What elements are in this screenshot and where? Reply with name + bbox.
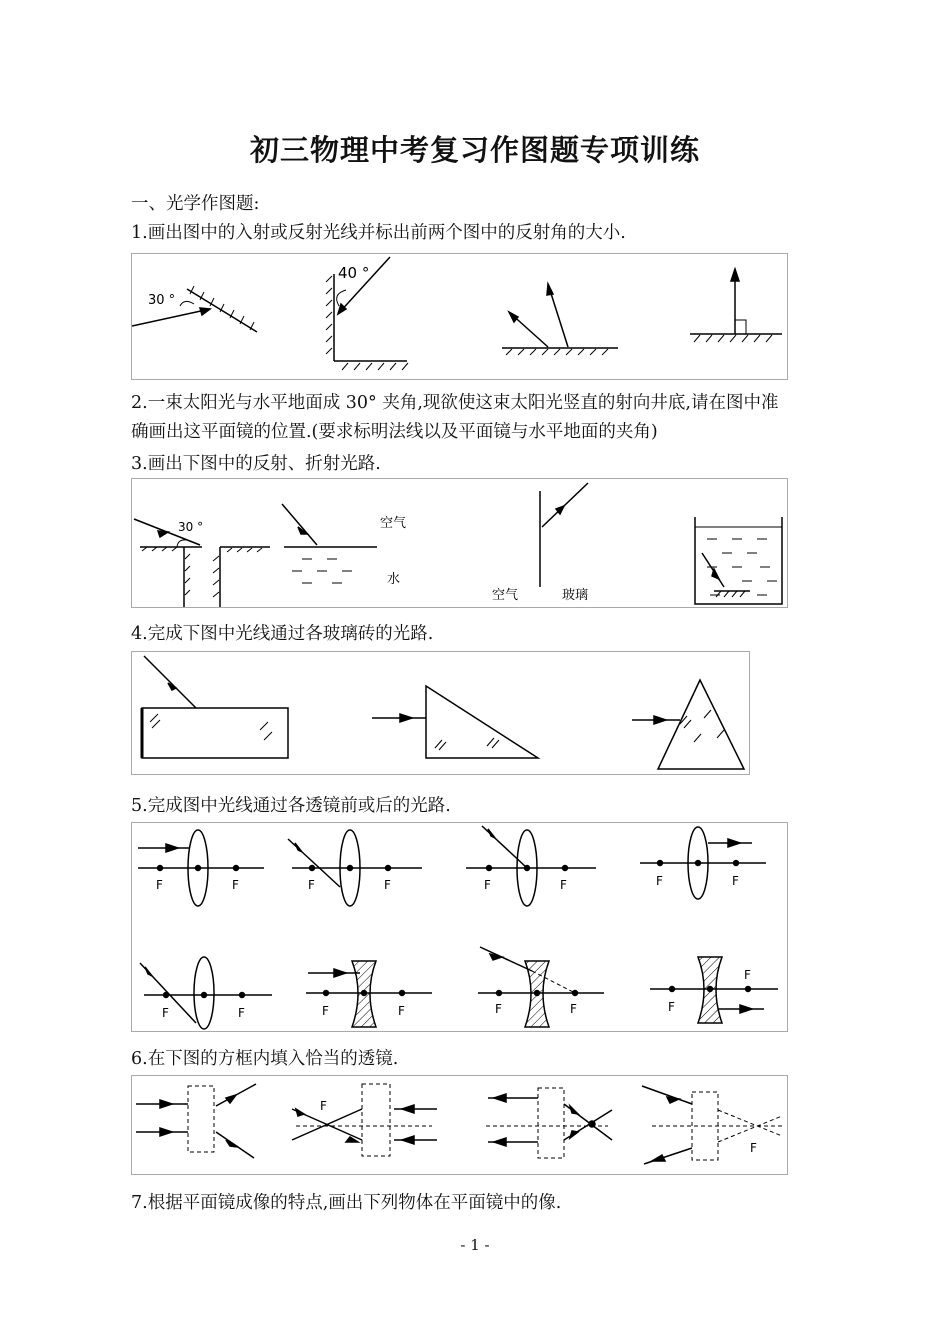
question-2: 2.一束太阳光与水平地面成 30° 夹角,现欲使这束太阳光竖直的射向井底,请在图中准确画出这平面镜的位置.(要求标明法线以及平面镜与水平地面的夹角) xyxy=(131,393,779,442)
question-5: 5.完成图中光线通过各透镜前或后的光路. xyxy=(131,796,451,816)
lens-box-2 xyxy=(292,1099,437,1144)
figure-glass-bricks xyxy=(131,651,750,775)
question-6: 6.在下图的方框内填入恰当的透镜. xyxy=(131,1049,399,1069)
svg-text:F: F xyxy=(156,878,163,892)
section-heading: 一、光学作图题: xyxy=(131,194,260,214)
svg-text:F: F xyxy=(162,1006,169,1020)
lens-box-4 xyxy=(642,1086,782,1164)
svg-text:F: F xyxy=(322,1004,329,1018)
svg-text:F: F xyxy=(656,874,663,888)
figure-lenses xyxy=(131,822,788,1032)
svg-text:F: F xyxy=(398,1004,405,1018)
svg-text:F: F xyxy=(320,1099,327,1113)
convex-lens-3 xyxy=(466,826,596,906)
svg-text:F: F xyxy=(308,878,315,892)
concave-lens-3 xyxy=(650,957,778,1023)
lens-box-1 xyxy=(136,1084,256,1158)
air-label-2: 空气 xyxy=(492,588,519,603)
lens-box-3 xyxy=(488,1094,612,1146)
svg-text:F: F xyxy=(232,878,239,892)
page-number: - 1 - xyxy=(460,1236,490,1254)
angle-label-30b: 30 ° xyxy=(178,520,204,534)
question-4: 4.完成下图中光线通过各玻璃砖的光路. xyxy=(131,624,434,644)
concave-lens-2 xyxy=(478,947,604,1027)
svg-text:F: F xyxy=(750,1141,757,1155)
convex-lens-1 xyxy=(138,830,264,906)
svg-text:F: F xyxy=(384,878,391,892)
angle-label-40: 40 ° xyxy=(338,264,370,282)
convex-lens-2 xyxy=(288,830,422,906)
convex-lens-5 xyxy=(140,957,272,1029)
figure-reflection xyxy=(131,253,788,380)
convex-lens-4 xyxy=(640,827,766,899)
glass-label: 玻璃 xyxy=(562,588,589,603)
svg-text:F: F xyxy=(238,1006,245,1020)
figure-refraction xyxy=(131,478,788,608)
page-title: 初三物理中考复习作图题专项训练 xyxy=(249,133,700,167)
question-7: 7.根据平面镜成像的特点,画出下列物体在平面镜中的像. xyxy=(131,1193,562,1213)
question-1: 1.画出图中的入射或反射光线并标出前两个图中的反射角的大小. xyxy=(131,223,626,243)
svg-text:F: F xyxy=(560,878,567,892)
svg-text:F: F xyxy=(495,1002,502,1016)
water-label: 水 xyxy=(387,572,401,587)
svg-text:F: F xyxy=(570,1002,577,1016)
svg-text:F: F xyxy=(732,874,739,888)
air-label: 空气 xyxy=(380,516,407,531)
svg-text:F: F xyxy=(744,968,751,982)
svg-text:F: F xyxy=(668,1000,675,1014)
angle-label-30: 30 ° xyxy=(148,293,176,308)
figure-lens-boxes xyxy=(131,1075,788,1175)
svg-text:F: F xyxy=(484,878,491,892)
question-3: 3.画出下图中的反射、折射光路. xyxy=(131,454,381,474)
concave-lens-1 xyxy=(306,961,432,1027)
